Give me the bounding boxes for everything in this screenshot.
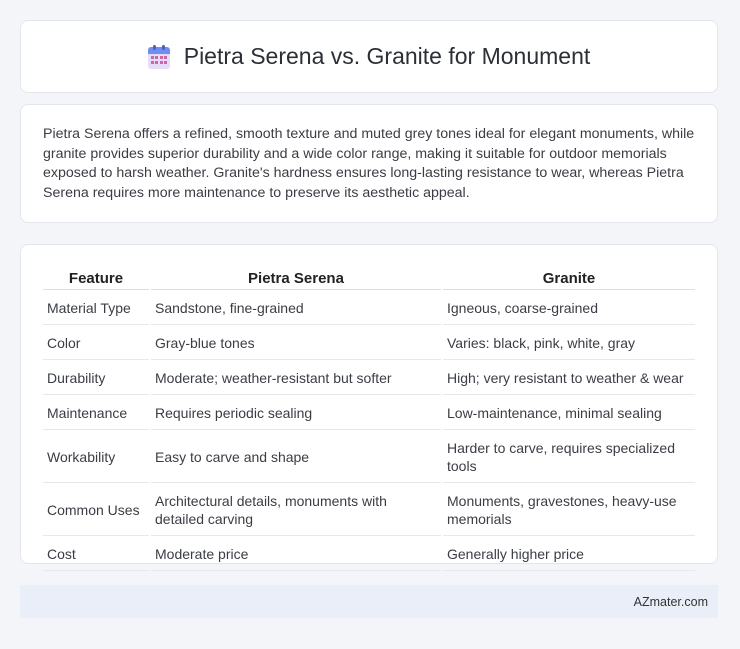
granite-cell: Harder to carve, requires specialized tools — [443, 432, 695, 483]
pietra-serena-cell: Gray-blue tones — [151, 327, 441, 360]
pietra-serena-cell: Moderate; weather-resistant but softer — [151, 362, 441, 395]
table-row — [43, 538, 695, 571]
footer-brand: AZmater.com — [633, 594, 708, 609]
feature-cell: Workability — [43, 432, 149, 483]
footer — [20, 585, 718, 618]
title-card — [20, 20, 718, 93]
feature-cell: Material Type — [43, 292, 149, 325]
granite-cell: Igneous, coarse-grained — [443, 292, 695, 325]
comparison-table — [41, 265, 697, 573]
table-row — [43, 485, 695, 536]
table-row — [43, 397, 695, 430]
page-title: Pietra Serena vs. Granite for Monument — [183, 43, 591, 69]
table-row — [43, 362, 695, 395]
intro-text: Pietra Serena offers a refined, smooth texture and muted grey tones ideal for elegant monuments, while granite provides superior durability and a wide color range, making it suitable for outdoor memorials exposed to harsh weather. Granite's hardness ensures long-lasting resistance to wear, whereas Pietra Serena requires more maintenance to preserve its aesthetic appeal. — [43, 126, 695, 201]
feature-cell: Durability — [43, 362, 149, 395]
granite-cell: Generally higher price — [443, 538, 695, 571]
header-granite: Granite — [443, 267, 695, 290]
granite-cell: High; very resistant to weather & wear — [443, 362, 695, 395]
header-pietra-serena: Pietra Serena — [151, 267, 441, 290]
pietra-serena-cell: Architectural details, monuments with detailed carving — [151, 485, 441, 536]
pietra-serena-cell: Requires periodic sealing — [151, 397, 441, 430]
feature-cell: Cost — [43, 538, 149, 571]
table-row — [43, 292, 695, 325]
pietra-serena-cell: Moderate price — [151, 538, 441, 571]
feature-cell: Color — [43, 327, 149, 360]
granite-cell: Varies: black, pink, white, gray — [443, 327, 695, 360]
pietra-serena-cell: Easy to carve and shape — [151, 432, 441, 483]
feature-cell: Common Uses — [43, 485, 149, 536]
granite-cell: Monuments, gravestones, heavy-use memorials — [443, 485, 695, 536]
feature-cell: Maintenance — [43, 397, 149, 430]
table-row — [43, 327, 695, 360]
intro-card — [20, 104, 718, 223]
table-row — [43, 432, 695, 483]
table-header-row — [43, 267, 695, 290]
pietra-serena-cell: Sandstone, fine-grained — [151, 292, 441, 325]
granite-cell: Low-maintenance, minimal sealing — [443, 397, 695, 430]
comparison-card — [20, 244, 718, 564]
header-feature: Feature — [43, 267, 149, 290]
calendar-icon — [148, 45, 170, 69]
